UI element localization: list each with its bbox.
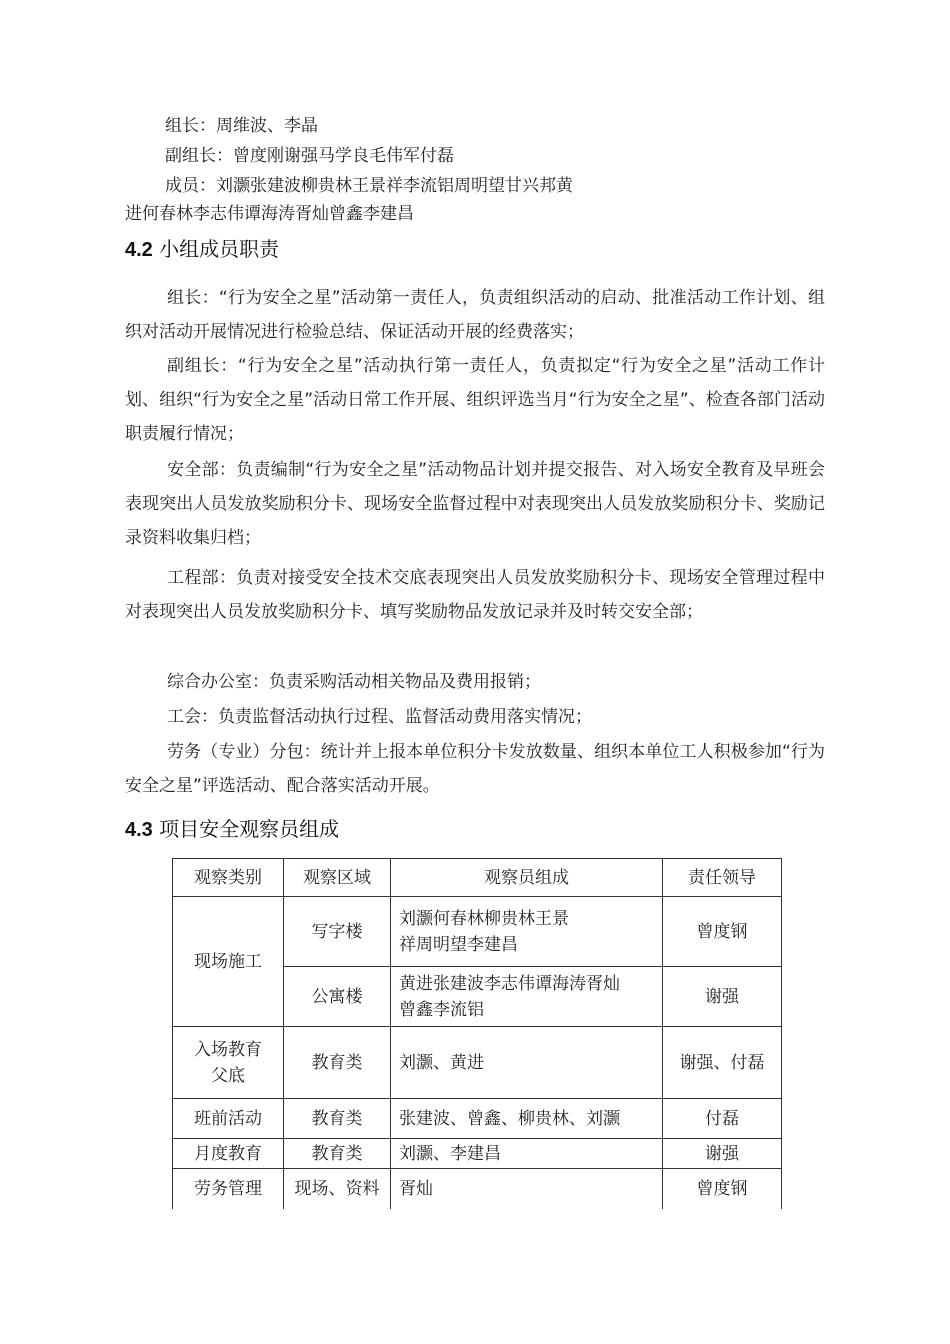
header-cell: 观察员组成	[391, 859, 663, 897]
table-header-row	[173, 859, 782, 897]
area-cell: 公寓楼	[284, 967, 391, 1027]
section-number: 4.2	[125, 239, 153, 261]
observers-line: 刘灏何春林柳贵林王景	[399, 908, 569, 929]
leader-cell: 谢强	[663, 1139, 782, 1169]
category-cell: 月度教育	[173, 1139, 284, 1169]
observer-table	[172, 858, 782, 1209]
duty-paragraph-leader: 组长：“行为安全之星”活动第一责任人，负责组织活动的启动、批准活动工作计划、组织对活动开展情况进行检验总结、保证活动开展的经费落实；	[125, 288, 825, 342]
category-line: 入场教育	[194, 1039, 262, 1060]
header-cell: 责任领导	[663, 859, 782, 897]
observers-cell: 刘灏、黄进	[391, 1027, 663, 1099]
section-number: 4.3	[125, 819, 153, 841]
section-title: 项目安全观察员组成	[159, 817, 340, 841]
observers-line: 祥周明望李建昌	[399, 934, 518, 955]
section-4-3-heading	[125, 814, 339, 845]
table-row	[173, 1139, 782, 1169]
duty-paragraph-union: 工会：负责监督活动执行过程、监督活动费用落实情况；	[167, 707, 592, 727]
area-cell: 写字楼	[284, 897, 391, 967]
leader-cell: 谢强、付磊	[663, 1027, 782, 1099]
observers-cell	[391, 897, 663, 967]
observers-line: 黄进张建波李志伟谭海涛胥灿	[399, 973, 620, 994]
leader-cell: 曾度钢	[663, 897, 782, 967]
team-deputy-line: 副组长：曾度刚谢强马学良毛伟军付磊	[165, 146, 454, 166]
section-4-2-heading	[125, 234, 279, 265]
observers-cell: 张建波、曾鑫、柳贵林、刘灏	[391, 1099, 663, 1139]
category-cell: 劳务管理	[173, 1169, 284, 1209]
table-row	[173, 1169, 782, 1209]
observers-line: 曾鑫李流铝	[399, 999, 484, 1020]
team-members-line-1: 成员：刘灏张建波柳贵林王景祥李流铝周明望甘兴邦黄	[165, 176, 573, 196]
area-cell: 教育类	[284, 1139, 391, 1169]
table-row	[173, 1027, 782, 1099]
duty-paragraph-subcontractor: 劳务（专业）分包：统计并上报本单位积分卡发放数量、组织本单位工人积极参加“行为安全之星”评选活动、配合落实活动开展。	[125, 742, 825, 796]
observers-cell	[391, 967, 663, 1027]
category-cell: 现场施工	[173, 897, 284, 1027]
area-cell: 教育类	[284, 1099, 391, 1139]
table-row	[173, 1099, 782, 1139]
leader-cell: 曾度钢	[663, 1169, 782, 1209]
header-cell: 观察类别	[173, 859, 284, 897]
category-line: 父底	[211, 1065, 245, 1086]
team-leader-line: 组长：周维波、李晶	[165, 116, 318, 136]
category-cell: 班前活动	[173, 1099, 284, 1139]
area-cell: 现场、资料	[284, 1169, 391, 1209]
section-title: 小组成员职责	[159, 237, 280, 261]
observers-cell: 刘灏、李建昌	[391, 1139, 663, 1169]
observers-cell: 胥灿	[391, 1169, 663, 1209]
area-cell: 教育类	[284, 1027, 391, 1099]
leader-cell: 付磊	[663, 1099, 782, 1139]
leader-cell: 谢强	[663, 967, 782, 1027]
duty-paragraph-engineering-dept: 工程部：负责对接受安全技术交底表现突出人员发放奖励积分卡、现场安全管理过程中对表现突出人员发放奖励积分卡、填写奖励物品发放记录并及时转交安全部；	[125, 568, 825, 622]
header-cell: 观察区域	[284, 859, 391, 897]
category-cell	[173, 1027, 284, 1099]
team-members-line-2: 进何春林李志伟谭海涛胥灿曾鑫李建昌	[125, 204, 414, 224]
duty-paragraph-safety-dept: 安全部：负责编制“行为安全之星”活动物品计划并提交报告、对入场安全教育及早班会表现突出人员发放奖励积分卡、现场安全监督过程中对表现突出人员发放奖励积分卡、奖励记录资料收集归档；	[125, 460, 825, 548]
duty-paragraph-deputy: 副组长：“行为安全之星”活动执行第一责任人，负责拟定“行为安全之星”活动工作计划、组织“行为安全之星”活动日常工作开展、组织评选当月“行为安全之星”、检查各部门活动职责履行情况；	[125, 356, 825, 444]
duty-paragraph-office: 综合办公室：负责采购活动相关物品及费用报销；	[167, 672, 541, 692]
table-row	[173, 897, 782, 967]
